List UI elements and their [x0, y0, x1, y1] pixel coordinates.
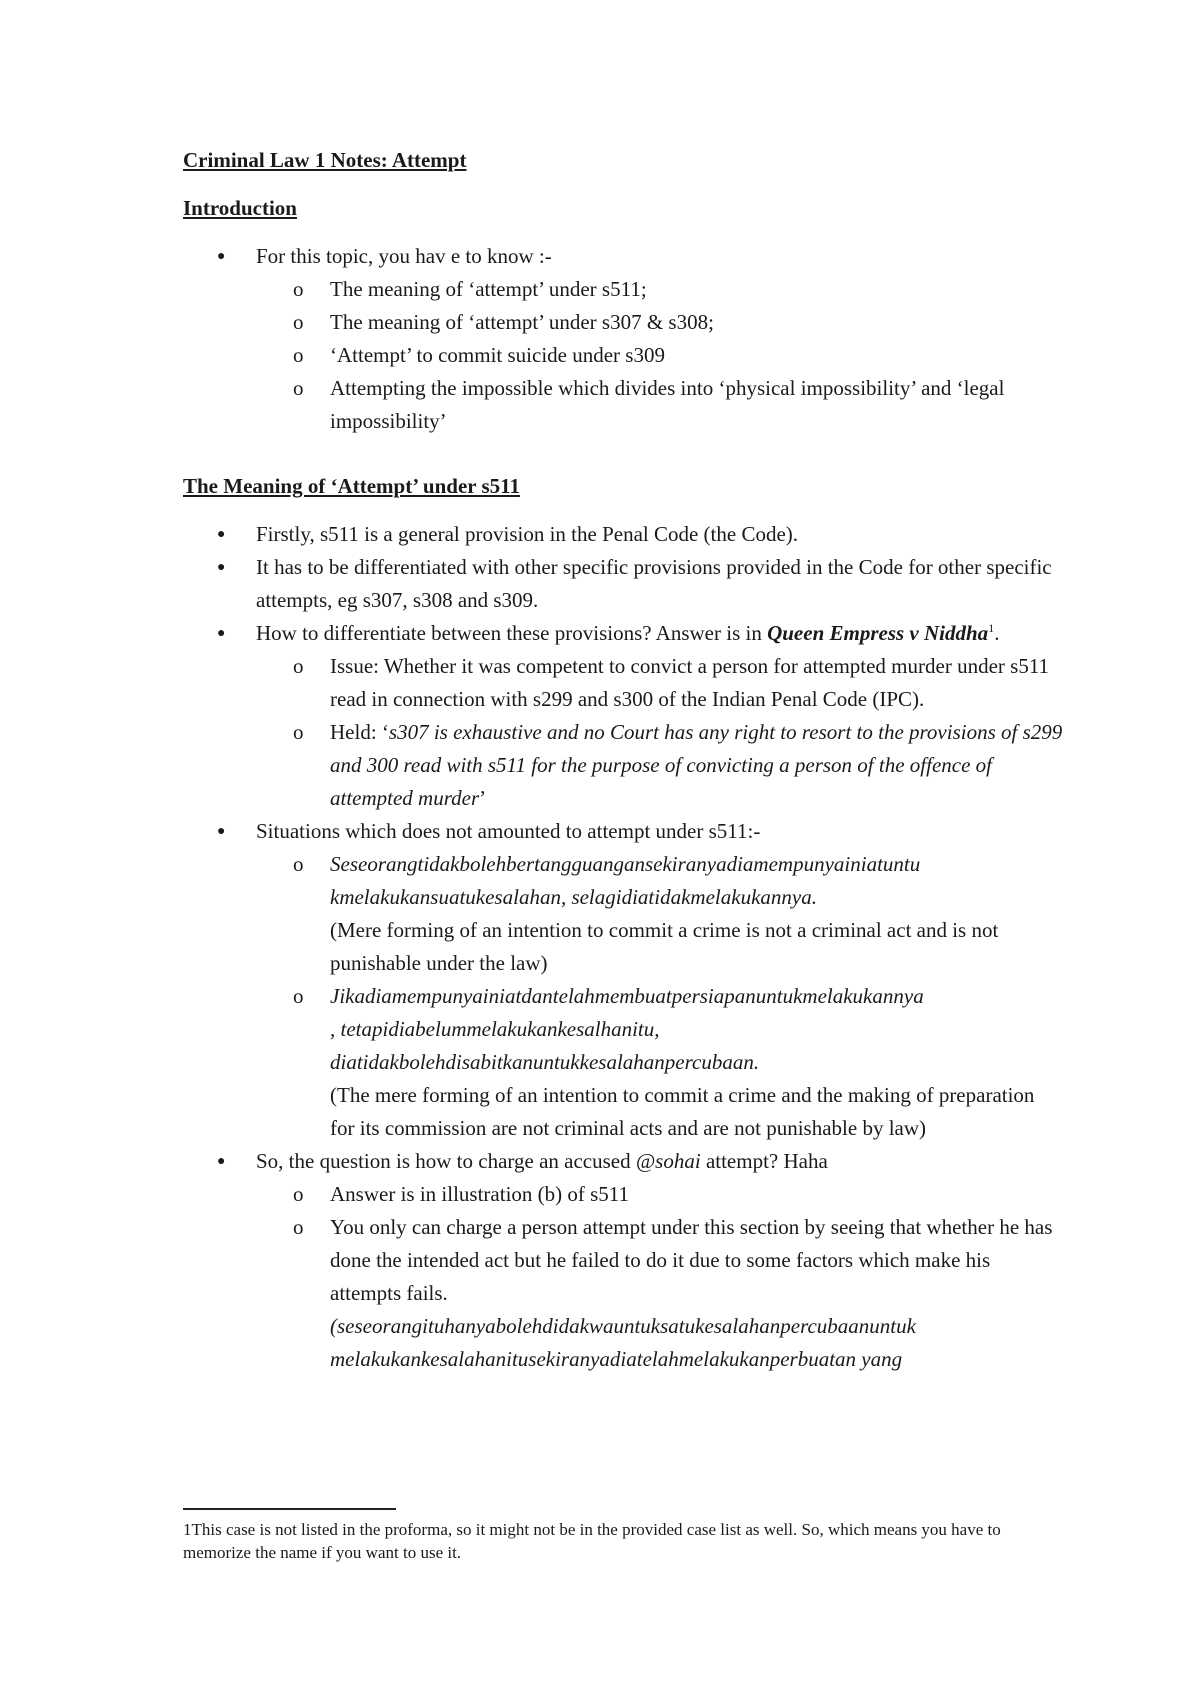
bullet-icon: ● — [217, 249, 226, 264]
list-item: ● For this topic, you hav e to know :- — [183, 240, 1063, 273]
sub-list-item: o ‘Attempt’ to commit suicide under s309 — [183, 339, 1063, 372]
bullet-icon: ● — [217, 1154, 226, 1169]
sub-list-item: o The meaning of ‘attempt’ under s511; — [183, 273, 1063, 306]
bullet-icon: ● — [217, 626, 226, 641]
footnote-divider — [183, 1508, 396, 1510]
bullet-icon: ● — [217, 824, 226, 839]
sub-list-item: o You only can charge a person attempt under this section by seeing that whether he has done the intended act but he failed to do it due to some factors which make his attempts fails. (seseorangituhanyabolehdidakwauntuksatukesalahanpercubaanuntuk melakukankesalahanitusekiranyadiatelahmelakukanperbuatan yang — [183, 1211, 1063, 1376]
held-quote: s307 is exhaustive and no Court has any right to resort to the provisions of s299 and 300 read with s511 for the purpose of convicting a person of the offence of attempted murder — [330, 720, 1063, 810]
footnote-ref[interactable]: 1 — [988, 621, 995, 635]
bullet-icon: ● — [217, 527, 226, 542]
case-name: Queen Empress v Niddha — [767, 621, 989, 645]
sub-list-item: o Seseorangtidakbolehbertangguangansekiranyadiamempunyainiatuntu kmelakukansuatukesalahan, selagidiatidakmelakukannya. (Mere forming of an intention to commit a crime is not a criminal act and is not punishable under the law) — [183, 848, 1063, 980]
sub-list-item: o Issue: Whether it was competent to convict a person for attempted murder under s511 read in connection with s299 and s300 of the Indian Penal Code (IPC). — [183, 650, 1063, 716]
page-title: Criminal Law 1 Notes: Attempt — [183, 148, 467, 172]
sub-bullet-icon: o — [293, 984, 304, 1008]
sub-bullet-icon: o — [293, 310, 304, 334]
list-item: ● So, the question is how to charge an accused @sohai attempt? Haha — [183, 1145, 1063, 1178]
sub-bullet-icon: o — [293, 376, 304, 400]
sub-list-item: o Jikadiamempunyainiatdantelahmembuatpersiapanuntukmelakukannya , tetapidiabelummelakukankesalhanitu, diatidakbolehdisabitkanuntukkesalahanpercubaan. (The mere forming of an intention to commit a crime and the making of preparation for its commission are not criminal acts and are not punishable by law) — [183, 980, 1063, 1145]
sub-list-item: o Attempting the impossible which divides into ‘physical impossibility’ and ‘legal impossibility’ — [183, 372, 1063, 438]
sub-bullet-icon: o — [293, 852, 304, 876]
sub-bullet-icon: o — [293, 343, 304, 367]
footnote: 1This case is not listed in the proforma, so it might not be in the provided case list as well. So, which means you have to memorize the name if you want to use it. — [183, 1520, 1001, 1562]
sub-list-item: o The meaning of ‘attempt’ under s307 & s308; — [183, 306, 1063, 339]
list-item: ● It has to be differentiated with other specific provisions provided in the Code for other specific attempts, eg s307, s308 and s309. — [183, 551, 1063, 617]
intro-heading: Introduction — [183, 196, 297, 220]
s511-list — [183, 518, 1063, 1376]
sub-bullet-icon: o — [293, 277, 304, 301]
list-item: ● Firstly, s511 is a general provision in the Penal Code (the Code). — [183, 518, 1063, 551]
sub-bullet-icon: o — [293, 720, 304, 744]
sub-list-item: o Held: ‘s307 is exhaustive and no Court has any right to resort to the provisions of s299 and 300 read with s511 for the purpose of convicting a person of the offence of attempted murder’ — [183, 716, 1063, 815]
sub-bullet-icon: o — [293, 654, 304, 678]
intro-list — [183, 240, 1063, 438]
sub-bullet-icon: o — [293, 1182, 304, 1206]
bullet-icon: ● — [217, 560, 226, 575]
sub-list-item: o Answer is in illustration (b) of s511 — [183, 1178, 1063, 1211]
list-item: ● How to differentiate between these provisions? Answer is in Queen Empress v Niddha$^1$. — [183, 617, 1063, 650]
s511-heading: The Meaning of ‘Attempt’ under s511 — [183, 474, 520, 498]
sub-bullet-icon: o — [293, 1215, 304, 1239]
list-item: ● Situations which does not amounted to attempt under s511:- — [183, 815, 1063, 848]
